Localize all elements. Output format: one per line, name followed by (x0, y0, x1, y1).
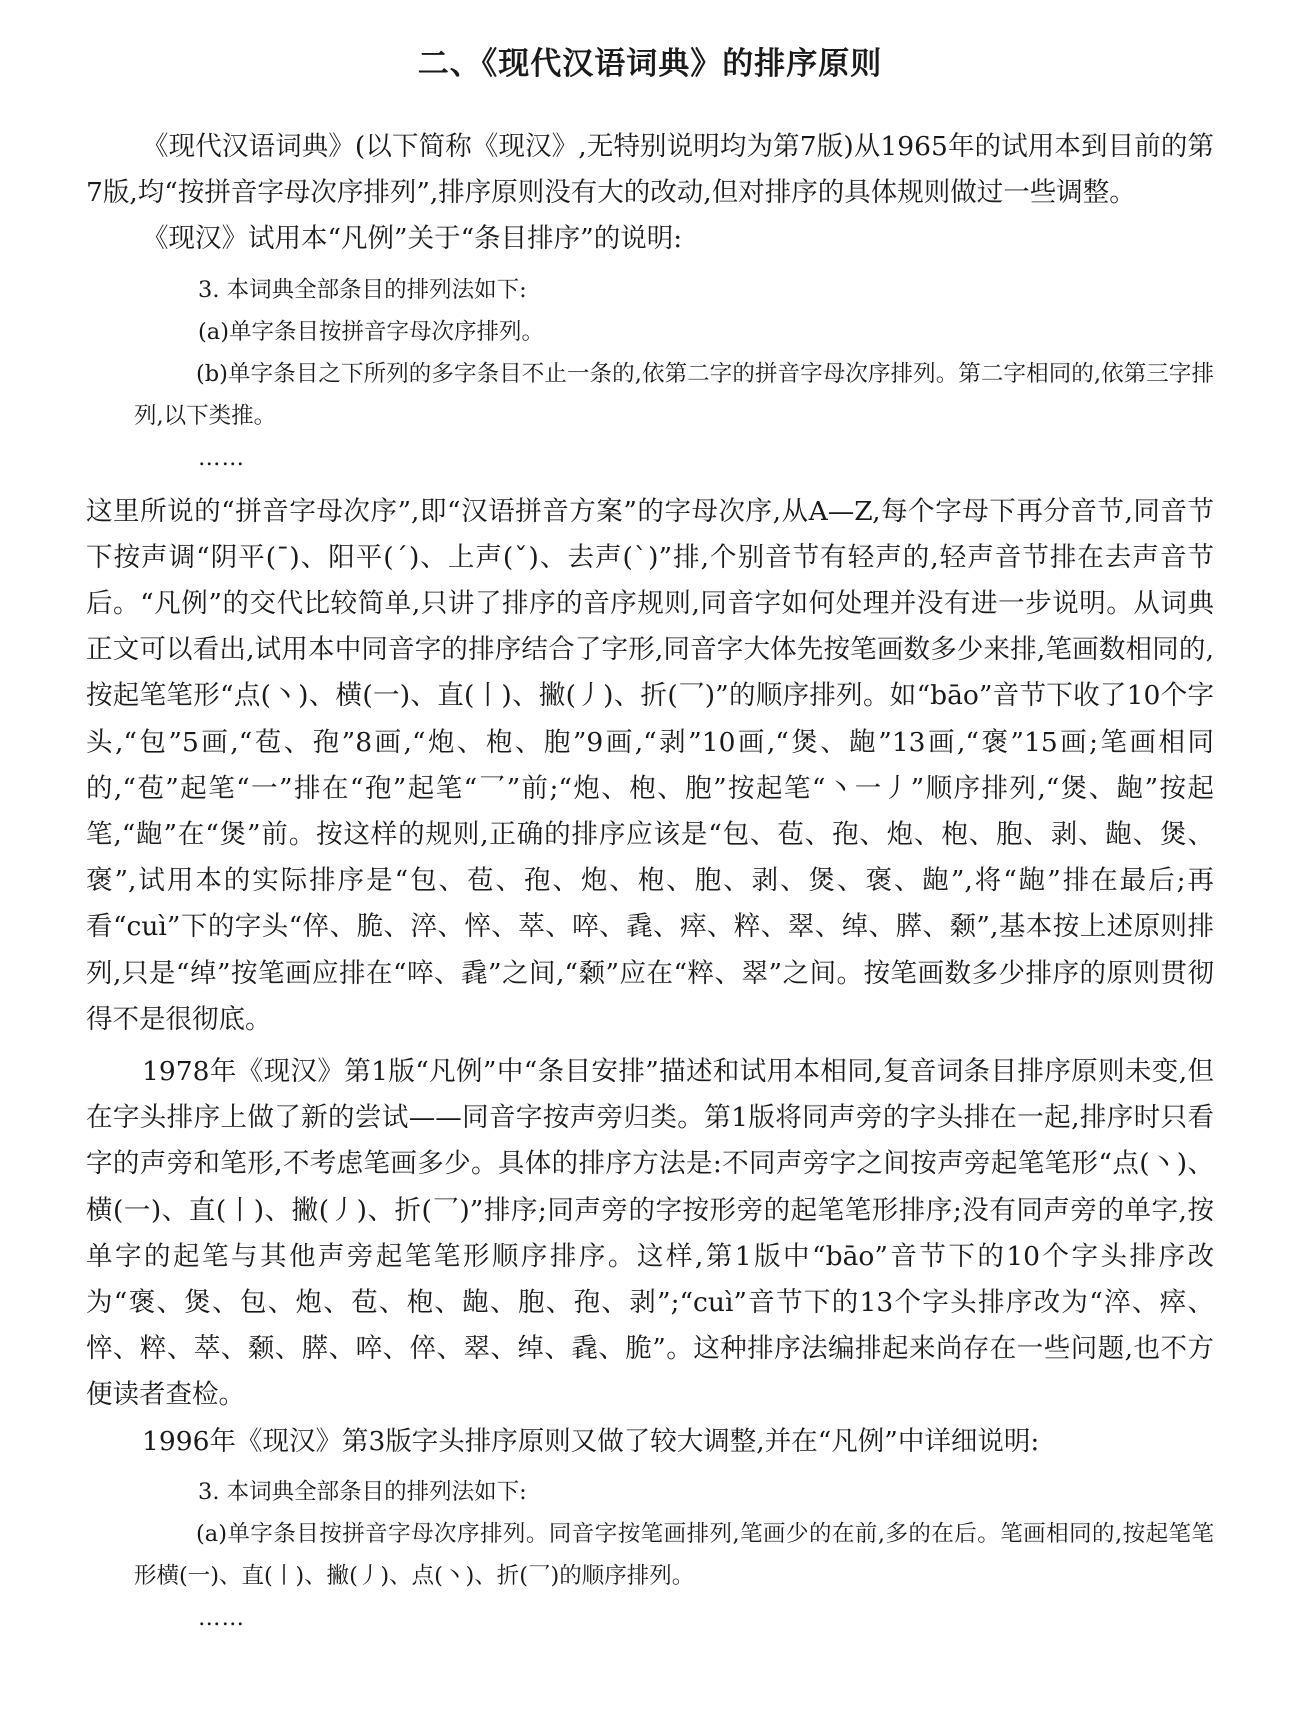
explanation-paragraph: 这里所说的“拼音字母次序”,即“汉语拼音方案”的字母次序,从A—Z,每个字母下再分音节,同音节下按声调“阴平(ˉ)、阳平(ˊ)、上声(ˇ)、去声(ˋ)”排,个别音节有轻声的,轻声音节排在去声音节后。“凡例”的交代比较简单,只讲了排序的音序规则,同音字如何处理并没有进一步说明。从词典正文可以看出,试用本中同音字的排序结合了字形,同音字大体先按笔画数多少来排,笔画数相同的,按起笔笔形“点(丶)、横(一)、直(丨)、撇(丿)、折(乛)”的顺序排列。如“bāo”音节下收了10个字头,“包”5画,“苞、孢”8画,“炮、枹、胞”9画,“剥”10画,“煲、龅”13画,“褒”15画;笔画相同的,“苞”起笔“一”排在“孢”起笔“乛”前;“炮、枹、胞”按起笔“丶一丿”顺序排列,“煲、龅”按起笔,“龅”在“煲”前。按这样的规则,正确的排序应该是“包、苞、孢、炮、枹、胞、剥、龅、煲、褒”,试用本的实际排序是“包、苞、孢、炮、枹、胞、剥、煲、褒、龅”,将“龅”排在最后;再看“cuì”下的字头“倅、脆、淬、悴、萃、啐、毳、瘁、粹、翠、绰、膵、颡”,基本按上述原则排列,只是“绰”按笔画应排在“啐、毳”之间,“颡”应在“粹、翠”之间。按笔画数多少排序的原则贯彻得不是很彻底。 (86, 495, 1214, 1035)
quote-rule-3-third-edition: 3. 本词典全部条目的排列法如下: (198, 1478, 527, 1505)
quote-ellipsis: …… (198, 444, 245, 471)
quote-rule-3: 3. 本词典全部条目的排列法如下: (198, 276, 527, 303)
third-edition-paragraph: 1996年《现汉》第3版字头排序原则又做了较大调整,并在“凡例”中详细说明: (142, 1425, 1040, 1457)
section-title: 二、《现代汉语词典》的排序原则 (417, 46, 883, 82)
trial-edition-note: 《现汉》试用本“凡例”关于“条目排序”的说明: (142, 223, 683, 255)
first-edition-paragraph: 1978年《现汉》第1版“凡例”中“条目安排”描述和试用本相同,复音词条目排序原则未变,但在字头排序上做了新的尝试——同音字按声旁归类。第1版将同声旁的字头排在一起,排序时只看字的声旁和笔形,不考虑笔画多少。具体的排序方法是:不同声旁字之间按声旁起笔笔形“点(丶)、横(一)、直(丨)、撇(丿)、折(乛)”排序;同声旁的字按形旁的起笔笔形排序;没有同声旁的单字,按单字的起笔与其他声旁起笔笔形顺序排序。这样,第1版中“bāo”音节下的10个字头排序改为“褒、煲、包、炮、苞、枹、龅、胞、孢、剥”;“cuì”音节下的13个字头排序改为“淬、瘁、悴、粹、萃、颡、膵、啐、倅、翠、绰、毳、脆”。这种排序法编排起来尚存在一些问题,也不方便读者查检。 (86, 1056, 1214, 1411)
intro-paragraph: 《现代汉语词典》(以下简称《现汉》,无特别说明均为第7版)从1965年的试用本到目前的第7版,均“按拼音字母次序排列”,排序原则没有大的改动,但对排序的具体规则做过一些调整。 (86, 131, 1214, 209)
quote-rule-a: (a)单字条目按拼音字母次序排列。 (198, 318, 544, 345)
quote-rule-b: (b)单字条目之下所列的多字条目不止一条的,依第二字的拼音字母次序排列。第二字相同的,依第三字排列,以下类推。 (134, 360, 1214, 429)
quote-rule-a-third-edition: (a)单字条目按拼音字母次序排列。同音字按笔画排列,笔画少的在前,多的在后。笔画相同的,按起笔笔形横(一)、直(丨)、撇(丿)、点(丶)、折(乛)的顺序排列。 (134, 1520, 1214, 1589)
quote-ellipsis-end: …… (198, 1604, 245, 1631)
